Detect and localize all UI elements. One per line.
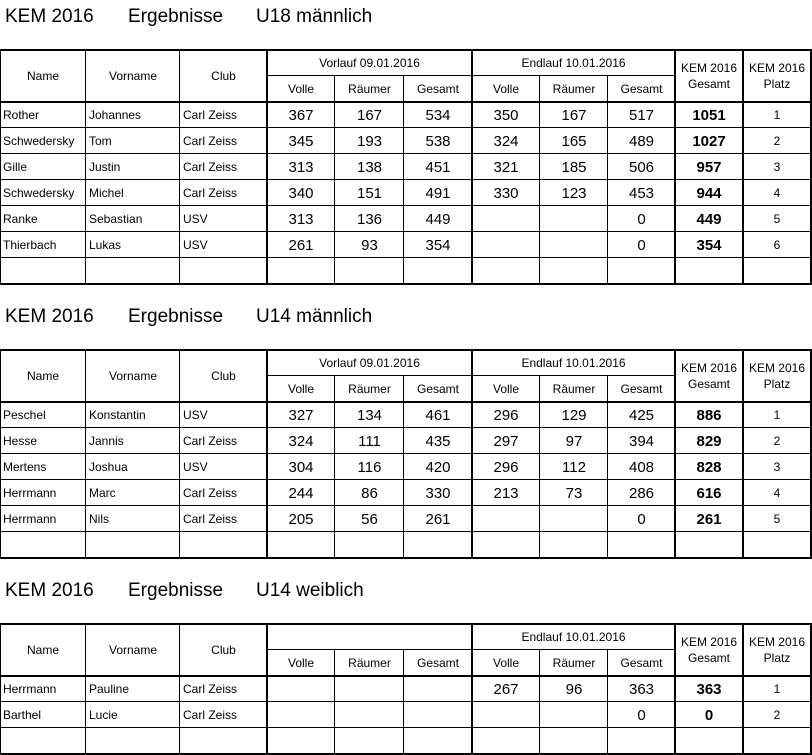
- col-header-kem-gesamt-line2: Gesamt: [687, 377, 730, 391]
- col-header-gesamt: Gesamt: [416, 382, 459, 396]
- cell-v-gesamt: 491: [425, 184, 451, 202]
- col-header-club: Club: [211, 69, 236, 83]
- col-header-kem-gesamt-line1: KEM 2016: [680, 61, 738, 75]
- group-header-vorlauf: Vorlauf 09.01.2016: [319, 56, 420, 70]
- cell-kem: 616: [696, 484, 722, 502]
- title-category: U14 weiblich: [256, 580, 364, 601]
- cell-platz: 6: [773, 238, 781, 252]
- cell-v-gesamt: 435: [425, 432, 451, 450]
- cell-e-volle: [472, 702, 540, 728]
- cell-kem: 363: [696, 680, 722, 698]
- cell-vorname: Pauline: [89, 682, 130, 696]
- cell-e-gesamt: 517: [628, 106, 655, 124]
- cell-vorname: Jannis: [89, 434, 124, 448]
- cell-e-volle: 321: [493, 158, 519, 176]
- cell-platz: 1: [773, 408, 781, 422]
- cell-e-raeumer: 185: [561, 158, 587, 176]
- cell-v-gesamt: 538: [425, 132, 451, 150]
- cell-v-volle: 205: [288, 510, 314, 528]
- cell-v-raeumer: 138: [356, 158, 383, 176]
- cell-kem: 1027: [692, 132, 726, 150]
- table-row: [0, 702, 812, 728]
- cell-v-raeumer: 116: [357, 458, 382, 476]
- cell-e-gesamt: 506: [628, 158, 655, 176]
- cell-v-raeumer: [335, 702, 404, 728]
- group-header-endlauf: Endlauf 10.01.2016: [521, 630, 626, 644]
- cell-v-volle: 345: [288, 132, 314, 150]
- cell-v-gesamt: [404, 702, 472, 728]
- cell-e-gesamt: 0: [637, 236, 646, 254]
- cell-v-volle: [267, 728, 335, 754]
- col-header-kem-platz-line2: Platz: [763, 651, 791, 665]
- cell-kem: 944: [696, 184, 722, 202]
- group-header-vorlauf: [267, 624, 472, 650]
- cell-kem: 449: [696, 210, 722, 228]
- col-header-raeumer: Räumer: [552, 656, 596, 670]
- cell-v-gesamt: [404, 676, 472, 702]
- cell-v-gesamt: 449: [425, 210, 451, 228]
- cell-vorname: Johannes: [89, 108, 142, 122]
- cell-e-gesamt: 363: [628, 680, 655, 698]
- col-header-name: Name: [26, 69, 59, 83]
- cell-vorname: Lucie: [89, 708, 118, 722]
- cell-vorname: Nils: [89, 512, 109, 526]
- cell-name: Schwedersky: [3, 186, 75, 200]
- cell-kem: 261: [696, 510, 722, 528]
- col-header-club: Club: [211, 369, 236, 383]
- cell-club: Carl Zeiss: [183, 682, 238, 696]
- col-header-volle: Volle: [287, 656, 315, 670]
- cell-e-raeumer: 167: [561, 106, 587, 124]
- cell-v-raeumer: [335, 676, 404, 702]
- cell-e-volle: [472, 728, 540, 754]
- col-header-name: Name: [26, 643, 59, 657]
- cell-v-volle: 367: [288, 106, 314, 124]
- cell-club: Carl Zeiss: [183, 134, 238, 148]
- cell-e-raeumer: 73: [565, 484, 583, 502]
- cell-e-raeumer: 165: [561, 132, 587, 150]
- cell-name: Barthel: [3, 708, 42, 722]
- cell-e-raeumer: 97: [565, 432, 583, 450]
- cell-name: Ranke: [3, 212, 38, 226]
- cell-v-raeumer: 56: [361, 510, 378, 528]
- cell-name: Herrmann: [3, 512, 57, 526]
- col-header-volle: Volle: [492, 382, 520, 396]
- cell-name: Herrmann: [3, 682, 57, 696]
- cell-name: Schwedersky: [3, 134, 75, 148]
- cell-v-gesamt: 534: [425, 106, 451, 124]
- col-header-gesamt: Gesamt: [416, 82, 459, 96]
- cell-e-raeumer: 123: [561, 184, 587, 202]
- title-event: KEM 2016: [5, 6, 94, 27]
- table-row: [0, 676, 812, 702]
- table-row: [0, 728, 812, 754]
- cell-e-volle: 330: [493, 184, 519, 202]
- cell-v-gesamt: 330: [425, 484, 451, 502]
- cell-e-volle: 297: [493, 432, 519, 450]
- cell-platz: 1: [773, 682, 781, 696]
- group-header-endlauf: Endlauf 10.01.2016: [521, 356, 626, 370]
- cell-v-volle: 324: [288, 432, 314, 450]
- cell-club: Carl Zeiss: [183, 434, 238, 448]
- cell-v-gesamt: 420: [425, 458, 451, 476]
- col-header-gesamt: Gesamt: [416, 656, 459, 670]
- cell-e-volle: 296: [493, 458, 519, 476]
- cell-e-raeumer: 112: [562, 458, 586, 476]
- cell-v-volle: 304: [288, 458, 314, 476]
- cell-e-gesamt: 453: [628, 184, 655, 202]
- cell-platz: 2: [773, 434, 781, 448]
- cell-e-raeumer: [540, 728, 608, 754]
- cell-platz: 4: [773, 186, 781, 200]
- cell-e-volle: 296: [493, 406, 519, 424]
- cell-vorname: Tom: [89, 134, 112, 148]
- col-header-volle: Volle: [287, 82, 315, 96]
- cell-e-gesamt: 0: [637, 210, 646, 228]
- cell-club: Carl Zeiss: [183, 160, 238, 174]
- cell-v-volle: 340: [288, 184, 314, 202]
- col-header-kem-gesamt-line1: KEM 2016: [680, 635, 738, 649]
- cell-e-gesamt: 425: [628, 406, 655, 424]
- col-header-vorname: Vorname: [108, 643, 158, 657]
- cell-v-volle: 261: [288, 236, 314, 254]
- cell-club: Carl Zeiss: [183, 186, 238, 200]
- cell-e-volle: 324: [493, 132, 519, 150]
- cell-club: Carl Zeiss: [183, 108, 238, 122]
- col-header-raeumer: Räumer: [552, 382, 596, 396]
- cell-kem: 957: [696, 158, 722, 176]
- cell-kem: [675, 728, 743, 754]
- cell-v-raeumer: 193: [356, 132, 383, 150]
- cell-name: Herrmann: [3, 486, 57, 500]
- cell-e-gesamt: [608, 728, 675, 754]
- col-header-raeumer: Räumer: [348, 382, 391, 396]
- col-header-volle: Volle: [492, 82, 520, 96]
- cell-vorname: Sebastian: [89, 212, 143, 226]
- col-header-kem-platz-line1: KEM 2016: [748, 361, 806, 375]
- cell-e-gesamt: 489: [628, 132, 655, 150]
- cell-v-volle: 244: [288, 484, 314, 502]
- col-header-kem-platz: [743, 624, 811, 676]
- cell-e-raeumer: [540, 702, 608, 728]
- col-header-kem-gesamt-line1: KEM 2016: [680, 361, 738, 375]
- col-header-gesamt: Gesamt: [620, 656, 663, 670]
- cell-v-volle: [267, 702, 335, 728]
- col-header-kem-platz-line1: KEM 2016: [748, 635, 806, 649]
- cell-platz: 3: [773, 160, 781, 174]
- col-header-kem-gesamt-line2: Gesamt: [687, 651, 730, 665]
- cell-v-volle: [267, 676, 335, 702]
- cell-platz: 3: [773, 460, 781, 474]
- cell-platz: 2: [773, 708, 781, 722]
- col-header-vorname: Vorname: [108, 369, 158, 383]
- col-header-kem-platz-line2: Platz: [763, 377, 791, 391]
- col-header-kem-platz-line2: Platz: [763, 77, 791, 91]
- cell-platz: 5: [773, 512, 781, 526]
- cell-e-volle: 267: [493, 680, 519, 698]
- title-event: KEM 2016: [5, 306, 94, 327]
- cell-club: USV: [183, 460, 208, 474]
- cell-club: Carl Zeiss: [183, 512, 238, 526]
- cell-name: [0, 728, 86, 754]
- cell-v-raeumer: 167: [356, 106, 383, 124]
- cell-e-raeumer: 96: [565, 680, 583, 698]
- title-category: U18 männlich: [256, 6, 373, 27]
- cell-v-volle: 313: [288, 210, 314, 228]
- cell-platz: 1: [773, 108, 781, 122]
- cell-vorname: Joshua: [89, 460, 128, 474]
- col-header-gesamt: Gesamt: [620, 82, 663, 96]
- cell-name: Rother: [3, 108, 40, 122]
- cell-kem: 0: [704, 706, 714, 724]
- col-header-club: Club: [211, 643, 236, 657]
- cell-v-gesamt: 461: [425, 406, 451, 424]
- cell-vorname: [86, 728, 180, 754]
- col-header-name: Name: [26, 369, 59, 383]
- title-category: U14 männlich: [256, 306, 373, 327]
- cell-v-raeumer: [335, 728, 404, 754]
- cell-name: Thierbach: [3, 238, 57, 252]
- col-header-kem-gesamt: [675, 624, 743, 676]
- cell-v-gesamt: [404, 728, 472, 754]
- group-header-endlauf: Endlauf 10.01.2016: [521, 56, 626, 70]
- cell-v-raeumer: 136: [356, 210, 383, 228]
- title-event: KEM 2016: [5, 580, 94, 601]
- cell-e-raeumer: 129: [561, 406, 587, 424]
- cell-e-volle: 213: [493, 484, 519, 502]
- col-header-raeumer: Räumer: [552, 82, 596, 96]
- cell-club: USV: [183, 212, 208, 226]
- col-header-vorname: Vorname: [108, 69, 158, 83]
- group-header-vorlauf: Vorlauf 09.01.2016: [319, 356, 420, 370]
- cell-club: [180, 728, 267, 754]
- col-header-kem-platz-line1: KEM 2016: [748, 61, 806, 75]
- cell-platz: 2: [773, 134, 781, 148]
- cell-e-gesamt: 408: [628, 458, 655, 476]
- cell-e-gesamt: 0: [637, 510, 646, 528]
- cell-v-volle: 327: [288, 406, 314, 424]
- cell-e-gesamt: 286: [628, 484, 655, 502]
- cell-club: Carl Zeiss: [183, 486, 238, 500]
- cell-e-gesamt: 0: [637, 706, 646, 724]
- cell-name: Gille: [3, 160, 28, 174]
- cell-e-gesamt: 394: [628, 432, 655, 450]
- cell-platz: 5: [773, 212, 781, 226]
- col-header-raeumer: Räumer: [348, 656, 391, 670]
- cell-name: Peschel: [3, 408, 46, 422]
- cell-club: Carl Zeiss: [183, 708, 238, 722]
- cell-platz: [743, 728, 811, 754]
- cell-v-raeumer: 134: [356, 406, 383, 424]
- title-results: Ergebnisse: [128, 580, 224, 601]
- col-header-volle: Volle: [492, 656, 520, 670]
- cell-kem: 829: [696, 432, 722, 450]
- cell-kem: 1051: [692, 106, 726, 124]
- cell-vorname: Konstantin: [89, 408, 146, 422]
- cell-vorname: Marc: [89, 486, 116, 500]
- cell-kem: 354: [696, 236, 722, 254]
- cell-platz: 4: [773, 486, 781, 500]
- cell-vorname: Lukas: [89, 238, 122, 252]
- cell-vorname: Justin: [89, 160, 121, 174]
- cell-v-raeumer: 86: [361, 484, 378, 502]
- title-results: Ergebnisse: [128, 6, 224, 27]
- cell-v-raeumer: 111: [358, 432, 381, 450]
- cell-v-gesamt: 261: [425, 510, 451, 528]
- cell-club: USV: [183, 408, 208, 422]
- cell-v-raeumer: 93: [361, 236, 378, 254]
- cell-name: Mertens: [3, 460, 47, 474]
- col-header-kem-gesamt-line2: Gesamt: [687, 77, 730, 91]
- cell-v-volle: 313: [288, 158, 314, 176]
- cell-v-raeumer: 151: [356, 184, 383, 202]
- cell-kem: 828: [696, 458, 722, 476]
- cell-name: Hesse: [3, 434, 38, 448]
- col-header-gesamt: Gesamt: [620, 382, 663, 396]
- cell-e-volle: 350: [493, 106, 519, 124]
- title-results: Ergebnisse: [128, 306, 224, 327]
- col-header-volle: Volle: [287, 382, 315, 396]
- cell-v-gesamt: 451: [425, 158, 451, 176]
- cell-v-gesamt: 354: [425, 236, 451, 254]
- cell-kem: 886: [696, 406, 722, 424]
- cell-club: USV: [183, 238, 208, 252]
- cell-vorname: Michel: [89, 186, 124, 200]
- col-header-raeumer: Räumer: [348, 82, 391, 96]
